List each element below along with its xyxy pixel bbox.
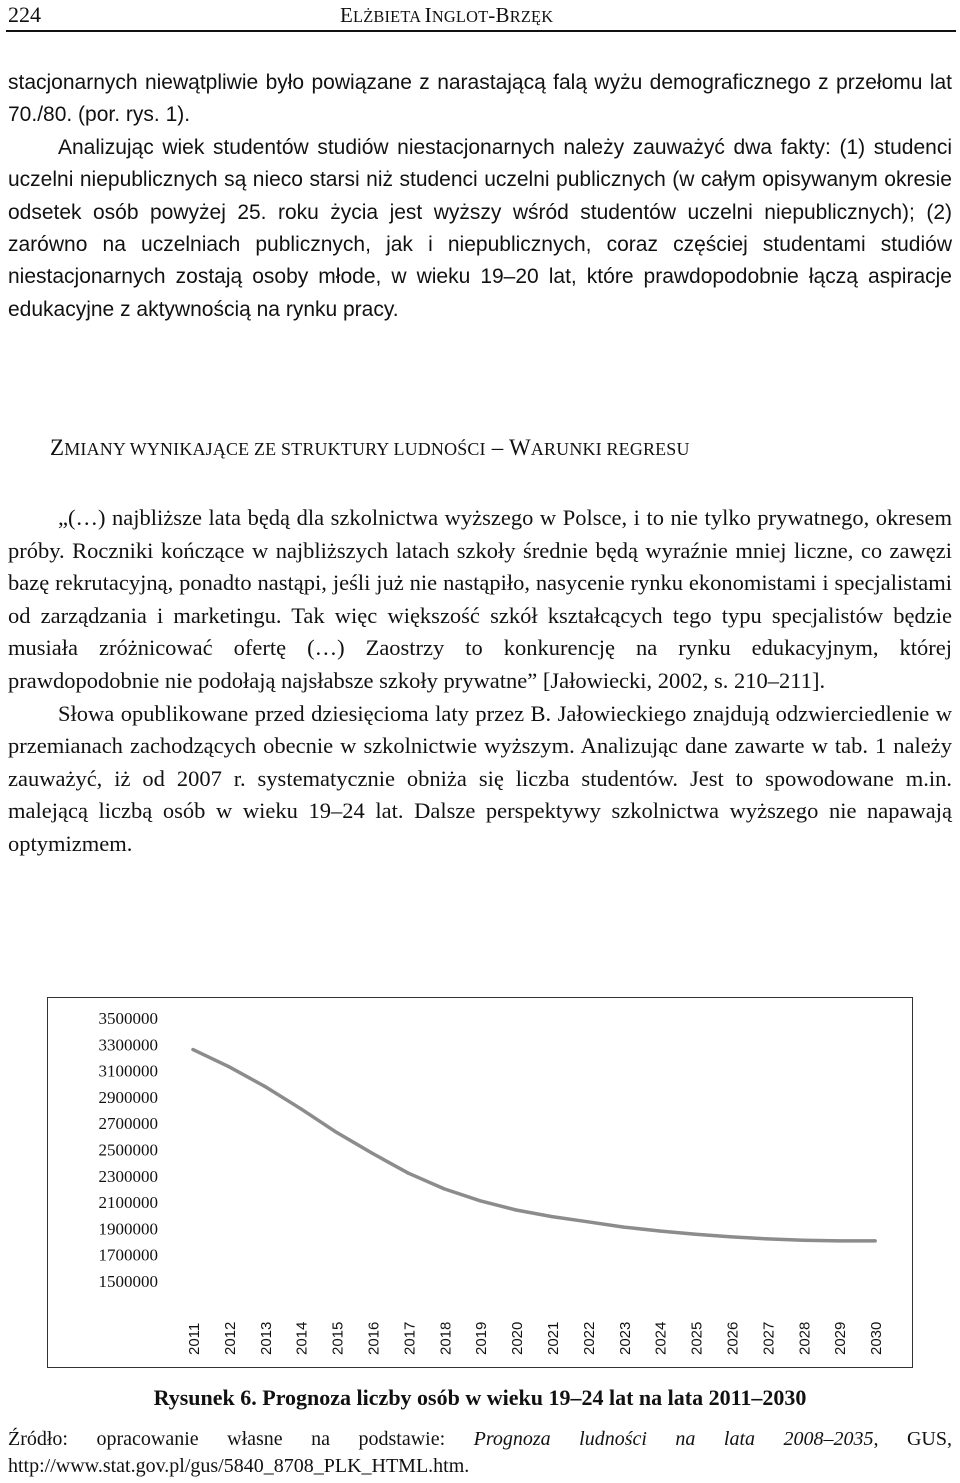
author-initial-b: B xyxy=(495,3,510,27)
x-tick-label: 2023 xyxy=(616,1321,634,1355)
x-tick-label: 2012 xyxy=(221,1321,239,1355)
data-point xyxy=(515,1208,518,1211)
header-rule xyxy=(6,30,956,32)
paragraph-1: stacjonarnych niewątpliwie było powiązane z narastającą falą wyżu demograficznego z przełomu lat 70./80. (por. rys. 1). xyxy=(8,71,952,127)
author-initial-i: I xyxy=(424,3,432,27)
author-rest-1: LŻBIETA xyxy=(353,7,425,26)
data-point xyxy=(407,1172,410,1175)
x-tick-label: 2015 xyxy=(329,1321,347,1355)
data-point xyxy=(802,1239,805,1242)
running-head-author xyxy=(340,3,553,28)
author-rest-3: RZĘK xyxy=(509,7,554,26)
author-initial-e: E xyxy=(340,3,354,27)
data-point xyxy=(874,1239,877,1242)
quote-and-commentary xyxy=(8,502,952,861)
data-point xyxy=(766,1237,769,1240)
x-tick-label: 2013 xyxy=(257,1321,275,1355)
author-dash: - xyxy=(488,3,496,27)
section-heading-part-2: ARUNKI REGRESU xyxy=(530,439,690,459)
x-tick-label: 2030 xyxy=(868,1321,886,1355)
section-heading xyxy=(50,435,690,461)
x-tick-label: 2011 xyxy=(186,1322,203,1355)
section-initial-w: W xyxy=(508,435,531,460)
data-point xyxy=(550,1215,553,1218)
y-tick-label: 3100000 xyxy=(98,1061,158,1081)
plot-area xyxy=(191,1048,876,1243)
x-tick-label: 2016 xyxy=(365,1321,383,1355)
paragraph-2: Analizując wiek studentów studiów niestacjonarnych należy zauważyć dwa fakty: (1) studenci uczelni niepublicznych są nieco starsi niż studenci uczelni publicznych (w całym opisywanym okresie odsetek osób powyżej 25. roku życia jest wyższy wśród studentów uczelni niepublicznych); (2) zarówno na uczelniach publicznych, jak i niepublicznych, coraz częściej studentami studiów niestacjonarnych zostają osoby młode, w wieku 19–20 lat, które prawdopodobnie łączą aspiracje edukacyjne z aktywnością na rynku pracy. xyxy=(8,135,952,321)
author-rest-2: NGLOT xyxy=(431,7,489,26)
section-heading-part-1: MIANY WYNIKAJĄCE ZE STRUKTURY LUDNOŚCI xyxy=(64,439,486,459)
x-tick-label: 2024 xyxy=(652,1321,670,1355)
population-forecast-chart xyxy=(48,998,911,1366)
x-tick-label: 2022 xyxy=(580,1321,598,1355)
paragraph-3: Słowa opublikowane przed dziesięcioma laty przez B. Jałowieckiego znajdują odzwierciedlenie w przemianach zachodzących obecnie w szkolnictwie wyższym. Analizując dane zawarte w tab. 1 należy zauważyć, iż od 2007 r. systematycznie obniża się liczba studentów. Jest to spowodowane m.in. malejącą liczbą osób w wieku 19–24 lat. Dalsze perspektywy szkolnictwa wyższego nie napawają optymizmem. xyxy=(8,700,952,856)
figure-source xyxy=(8,1426,952,1480)
x-tick-label: 2029 xyxy=(832,1321,850,1355)
section-initial-z: Z xyxy=(50,435,65,460)
data-point xyxy=(586,1220,589,1223)
source-prefix: Źródło: opracowanie własne na podstawie: xyxy=(8,1428,474,1450)
y-tick-label: 2500000 xyxy=(98,1140,158,1160)
x-tick-label: 2019 xyxy=(473,1321,491,1355)
series-line xyxy=(193,1050,875,1241)
x-tick-label: 2028 xyxy=(796,1321,814,1355)
y-axis xyxy=(99,1009,159,1291)
y-tick-label: 2100000 xyxy=(98,1193,158,1213)
data-point xyxy=(335,1131,338,1134)
x-tick-label: 2021 xyxy=(545,1321,562,1355)
page-number: 224 xyxy=(8,2,41,27)
data-point xyxy=(371,1152,374,1155)
y-tick-label: 3500000 xyxy=(98,1009,158,1028)
data-point xyxy=(227,1065,230,1068)
x-tick-label: 2014 xyxy=(293,1321,311,1355)
data-point xyxy=(443,1187,446,1190)
x-axis xyxy=(186,1322,885,1355)
x-tick-label: 2020 xyxy=(509,1321,527,1355)
data-point xyxy=(299,1107,302,1110)
section-dash: – xyxy=(485,435,509,460)
data-point xyxy=(838,1239,841,1242)
page-header xyxy=(0,0,960,34)
x-tick-label: 2027 xyxy=(760,1321,778,1355)
y-tick-label: 3300000 xyxy=(98,1035,158,1055)
figure-caption: Rysunek 6. Prognoza liczby osób w wieku 19–24 lat na lata 2011–2030 xyxy=(153,1385,807,1410)
y-tick-label: 2300000 xyxy=(98,1166,158,1186)
y-tick-label: 2700000 xyxy=(98,1114,158,1134)
source-suffix: , GUS, http://www.stat.gov.pl/gus/5840_8708_PLK_HTML.htm. xyxy=(8,1428,952,1477)
data-point xyxy=(263,1085,266,1088)
data-point xyxy=(191,1048,194,1051)
data-point xyxy=(479,1199,482,1202)
y-tick-label: 2900000 xyxy=(98,1087,158,1107)
x-tick-label: 2025 xyxy=(688,1321,706,1355)
data-point xyxy=(658,1229,661,1232)
x-tick-label: 2026 xyxy=(724,1321,742,1355)
chart-frame xyxy=(47,997,913,1368)
x-tick-label: 2018 xyxy=(437,1321,455,1355)
data-point xyxy=(730,1235,733,1238)
data-point xyxy=(694,1233,697,1236)
y-tick-label: 1900000 xyxy=(98,1219,158,1239)
source-title: Prognoza ludności na lata 2008–2035 xyxy=(473,1428,874,1450)
y-tick-label: 1500000 xyxy=(98,1272,158,1291)
quote-paragraph: „(…) najbliższe lata będą dla szkolnictwa wyższego w Polsce, i to nie tylko prywatnego, okresem próby. Roczniki kończące w najbliższych latach szkoły średnie będą wyraźnie mniej liczne, co zawęzi bazę rekrutacyjną, ponadto nastąpi, jeśli już nie nastąpiło, nasycenie rynku ekonomistami i specjalistami od zarządzania i marketingu. Tak więc większość szkół kształcących tego typu specjalistów będzie musiała zróżnicować ofertę (…) Zaostrzy to konkurencję na rynku edukacyjnym, której prawdopodobnie nie podołają najsłabsze szkoły prywatne” [Jałowiecki, 2002, s. 210–211]. xyxy=(8,505,952,693)
x-tick-label: 2017 xyxy=(401,1321,419,1355)
data-point xyxy=(622,1226,625,1229)
intro-text xyxy=(8,67,952,326)
y-tick-label: 1700000 xyxy=(98,1245,158,1265)
